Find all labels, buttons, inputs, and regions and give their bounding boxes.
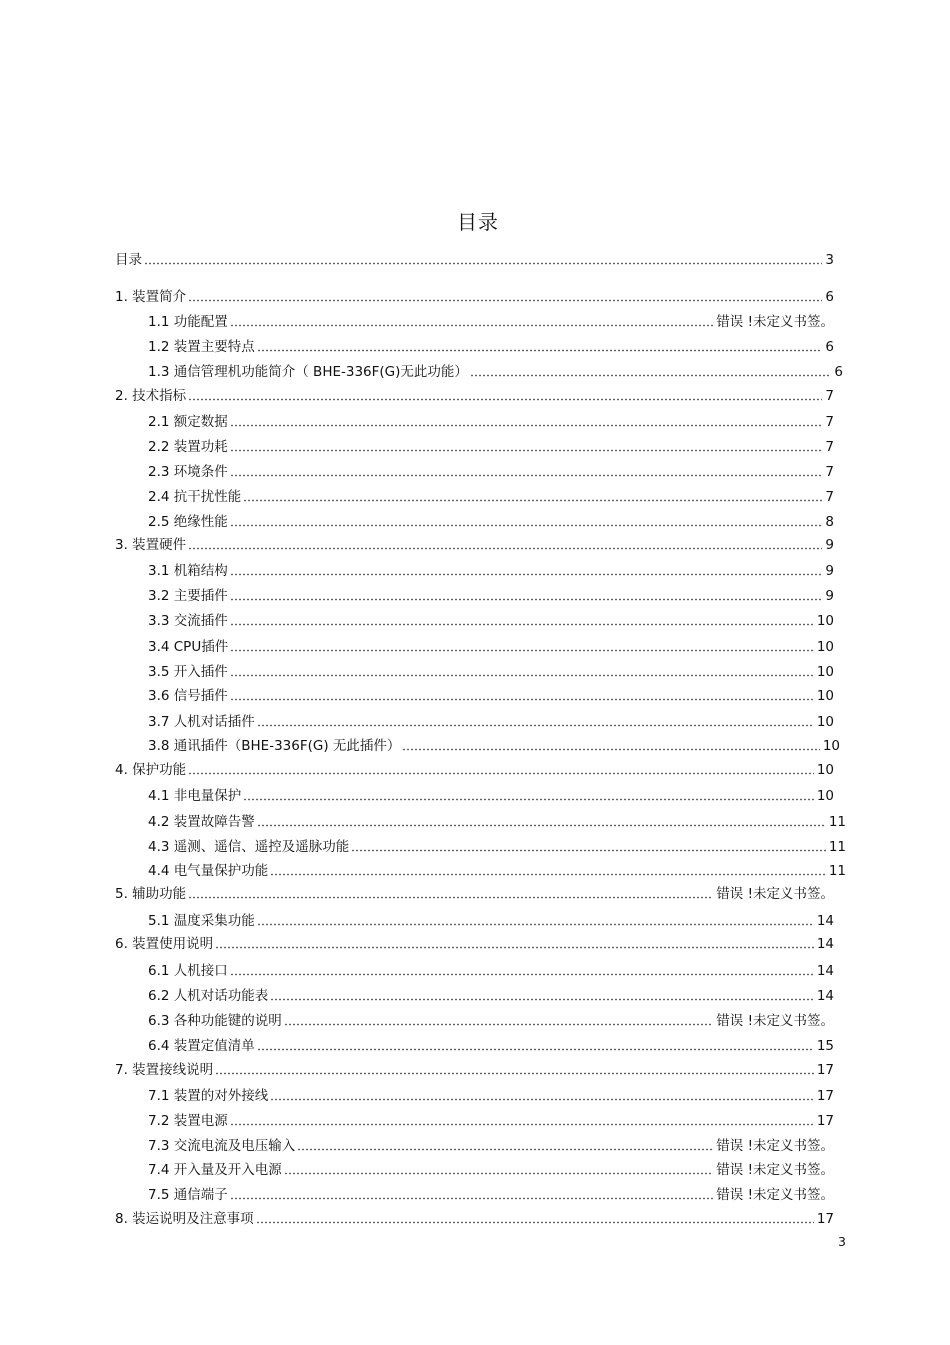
toc-entry[interactable] (148, 787, 834, 805)
toc-entry[interactable] (115, 288, 834, 306)
toc-entry-label: 2.5 绝缘性能 (148, 514, 228, 530)
toc-dot-leader (351, 849, 826, 852)
toc-entry-label: 5.1 温度采集功能 (148, 913, 255, 929)
toc-entry[interactable] (115, 536, 834, 554)
toc-entry-page: 14 (816, 988, 834, 1004)
toc-dot-leader (284, 1172, 714, 1175)
toc-entry[interactable] (115, 1061, 834, 1079)
toc-entry-page: 7 (825, 439, 834, 455)
toc-entry-page: 错误 !未定义书签。 (716, 886, 834, 902)
toc-entry-page: 错误 !未定义书签。 (716, 1187, 834, 1203)
toc-entry-page: 6 (825, 289, 834, 305)
toc-dot-leader (257, 724, 814, 727)
toc-entry-page: 7 (825, 464, 834, 480)
toc-entry-page: 6 (825, 339, 834, 355)
toc-entry-label: 4.1 非电量保护 (148, 788, 242, 804)
toc-entry-page: 7 (825, 414, 834, 430)
toc-entry-page: 17 (816, 1211, 834, 1227)
toc-entry-label: 2.2 装置功耗 (148, 439, 228, 455)
toc-dot-leader (230, 674, 814, 677)
toc-entry[interactable] (148, 338, 834, 356)
toc-entry[interactable] (148, 737, 840, 755)
toc-entry-label: 4. 保护功能 (115, 762, 187, 778)
toc-entry[interactable] (148, 463, 834, 481)
toc-dot-leader (230, 324, 714, 327)
toc-dot-leader (230, 598, 823, 601)
toc-entry-page: 14 (816, 913, 834, 929)
toc-entry[interactable] (148, 1012, 834, 1030)
toc-entry[interactable] (148, 638, 834, 656)
toc-dot-leader (270, 873, 826, 876)
toc-entry-label: 2.1 额定数据 (148, 414, 228, 430)
toc-entry-label: 3.7 人机对话插件 (148, 714, 255, 730)
toc-entry-page: 7 (825, 388, 834, 404)
toc-dot-leader (230, 623, 814, 626)
toc-dot-leader (243, 499, 822, 502)
toc-entry[interactable] (148, 1186, 834, 1204)
toc-entry-label: 3.4 CPU插件 (148, 639, 229, 655)
toc-entry[interactable] (148, 1087, 834, 1105)
toc-entry-label: 4.4 电气量保护功能 (148, 863, 269, 879)
toc-dot-leader (257, 824, 826, 827)
toc-entry[interactable] (148, 687, 834, 705)
toc-entry-label: 1.3 通信管理机功能简介（ BHE-336F(G)无此功能） (148, 364, 468, 380)
toc-entry-page: 9 (825, 563, 834, 579)
toc-entry-page: 11 (828, 839, 846, 855)
toc-entry-page: 错误 !未定义书签。 (716, 1013, 834, 1029)
toc-entry[interactable] (148, 962, 834, 980)
toc-dot-leader (270, 998, 814, 1001)
toc-dot-leader (188, 299, 822, 302)
toc-entry-label: 7.4 开入量及开入电源 (148, 1162, 282, 1178)
toc-entry-page: 7 (825, 489, 834, 505)
toc-entry[interactable] (115, 761, 834, 779)
toc-entry-label: 3.5 开入插件 (148, 664, 228, 680)
toc-entry-label: 2.4 抗干扰性能 (148, 489, 242, 505)
toc-entry[interactable] (148, 1112, 834, 1130)
toc-entry-page: 10 (816, 613, 834, 629)
toc-entry-label: 目录 (115, 252, 142, 268)
toc-entry[interactable] (115, 935, 834, 953)
toc-entry[interactable] (148, 513, 834, 531)
toc-entry-label: 4.2 装置故障告警 (148, 814, 255, 830)
toc-dot-leader (257, 923, 814, 926)
toc-entry[interactable] (148, 562, 834, 580)
toc-dot-leader (188, 398, 822, 401)
toc-entry-label: 2.3 环境条件 (148, 464, 228, 480)
toc-dot-leader (402, 748, 819, 751)
toc-entry-label: 1.2 装置主要特点 (148, 339, 255, 355)
toc-dot-leader (230, 449, 823, 452)
toc-entry[interactable] (115, 251, 834, 269)
toc-dot-leader (284, 1023, 714, 1026)
toc-entry-label: 3. 装置硬件 (115, 537, 187, 553)
toc-dot-leader (230, 524, 823, 527)
toc-dot-leader (270, 1098, 814, 1101)
toc-entry-label: 3.6 信号插件 (148, 688, 228, 704)
toc-entry-label: 6. 装置使用说明 (115, 936, 214, 952)
toc-entry[interactable] (148, 438, 834, 456)
toc-entry[interactable] (148, 987, 834, 1005)
toc-entry-page: 10 (816, 639, 834, 655)
toc-dot-leader (243, 798, 814, 801)
toc-dot-leader (230, 1123, 814, 1126)
toc-dot-leader (230, 973, 814, 976)
toc-dot-leader (144, 262, 822, 265)
toc-entry-label: 8. 装运说明及注意事项 (115, 1211, 254, 1227)
toc-dot-leader (257, 1048, 814, 1051)
toc-entry[interactable] (115, 885, 834, 903)
toc-entry-page: 17 (816, 1088, 834, 1104)
toc-dot-leader (256, 1221, 814, 1224)
toc-entry-page: 6 (834, 364, 843, 380)
toc-dot-leader (230, 1197, 714, 1200)
toc-dot-leader (230, 698, 814, 701)
toc-entry-page: 9 (825, 537, 834, 553)
toc-entry-page: 10 (816, 688, 834, 704)
toc-entry[interactable] (148, 1037, 834, 1055)
toc-entry-page: 10 (816, 762, 834, 778)
toc-dot-leader (215, 946, 814, 949)
toc-entry-page: 3 (825, 252, 834, 268)
toc-entry[interactable] (148, 363, 843, 381)
toc-entry-page: 17 (816, 1113, 834, 1129)
toc-entry[interactable] (148, 1161, 834, 1179)
toc-entry-page: 15 (816, 1038, 834, 1054)
toc-entry-label: 6.4 装置定值清单 (148, 1038, 255, 1054)
toc-title: 目录 (457, 210, 499, 234)
toc-entry[interactable] (148, 1137, 834, 1155)
toc-entry-label: 3.1 机箱结构 (148, 563, 228, 579)
toc-dot-leader (230, 474, 823, 477)
toc-entry-label: 1.1 功能配置 (148, 314, 228, 330)
toc-entry-page: 14 (816, 963, 834, 979)
toc-entry-label: 7. 装置接线说明 (115, 1062, 214, 1078)
toc-entry[interactable] (148, 612, 834, 630)
toc-entry[interactable] (115, 387, 834, 405)
toc-entry[interactable] (148, 862, 846, 880)
toc-entry-page: 8 (825, 514, 834, 530)
toc-entry[interactable] (148, 813, 846, 831)
toc-entry-label: 3.3 交流插件 (148, 613, 228, 629)
toc-entry-label: 7.2 装置电源 (148, 1113, 228, 1129)
toc-entry[interactable] (148, 663, 834, 681)
toc-entry-label: 2. 技术指标 (115, 388, 187, 404)
toc-dot-leader (230, 573, 823, 576)
toc-entry[interactable] (148, 912, 834, 930)
toc-entry-page: 10 (822, 738, 840, 754)
toc-dot-leader (297, 1148, 713, 1151)
toc-entry-label: 6.2 人机对话功能表 (148, 988, 269, 1004)
toc-dot-leader (215, 1072, 814, 1075)
toc-entry-page: 10 (816, 788, 834, 804)
toc-entry-page: 错误 !未定义书签。 (716, 314, 834, 330)
toc-entry-page: 11 (828, 863, 846, 879)
toc-entry-page: 10 (816, 714, 834, 730)
toc-dot-leader (470, 374, 832, 377)
toc-entry-page: 10 (816, 664, 834, 680)
toc-entry[interactable] (115, 1210, 834, 1228)
toc-entry-page: 错误 !未定义书签。 (716, 1162, 834, 1178)
toc-dot-leader (230, 424, 823, 427)
toc-entry-page: 14 (816, 936, 834, 952)
toc-entry-page: 错误 !未定义书签。 (716, 1138, 834, 1154)
toc-dot-leader (188, 547, 822, 550)
toc-entry[interactable] (148, 488, 834, 506)
toc-dot-leader (188, 772, 814, 775)
toc-entry-page: 17 (816, 1062, 834, 1078)
toc-entry[interactable] (148, 413, 834, 431)
toc-entry-label: 3.8 通讯插件（BHE-336F(G) 无此插件） (148, 738, 401, 754)
toc-entry-label: 5. 辅助功能 (115, 886, 187, 902)
toc-entry-label: 6.1 人机接口 (148, 963, 228, 979)
toc-entry-page: 11 (828, 814, 846, 830)
toc-dot-leader (257, 349, 823, 352)
toc-entry-label: 6.3 各种功能键的说明 (148, 1013, 282, 1029)
toc-entry-label: 7.3 交流电流及电压输入 (148, 1138, 296, 1154)
toc-entry[interactable] (148, 587, 834, 605)
toc-dot-leader (188, 896, 713, 899)
toc-entry-label: 7.5 通信端子 (148, 1187, 228, 1203)
toc-entry[interactable] (148, 713, 834, 731)
page-number: 3 (838, 1234, 846, 1249)
toc-entry-label: 3.2 主要插件 (148, 588, 228, 604)
toc-entry-label: 7.1 装置的对外接线 (148, 1088, 269, 1104)
toc-dot-leader (230, 649, 814, 652)
toc-entry[interactable] (148, 838, 846, 856)
toc-entry[interactable] (148, 313, 834, 331)
toc-entry-label: 4.3 遥测、遥信、遥控及遥脉功能 (148, 839, 350, 855)
toc-entry-label: 1. 装置简介 (115, 289, 187, 305)
toc-entry-page: 9 (825, 588, 834, 604)
